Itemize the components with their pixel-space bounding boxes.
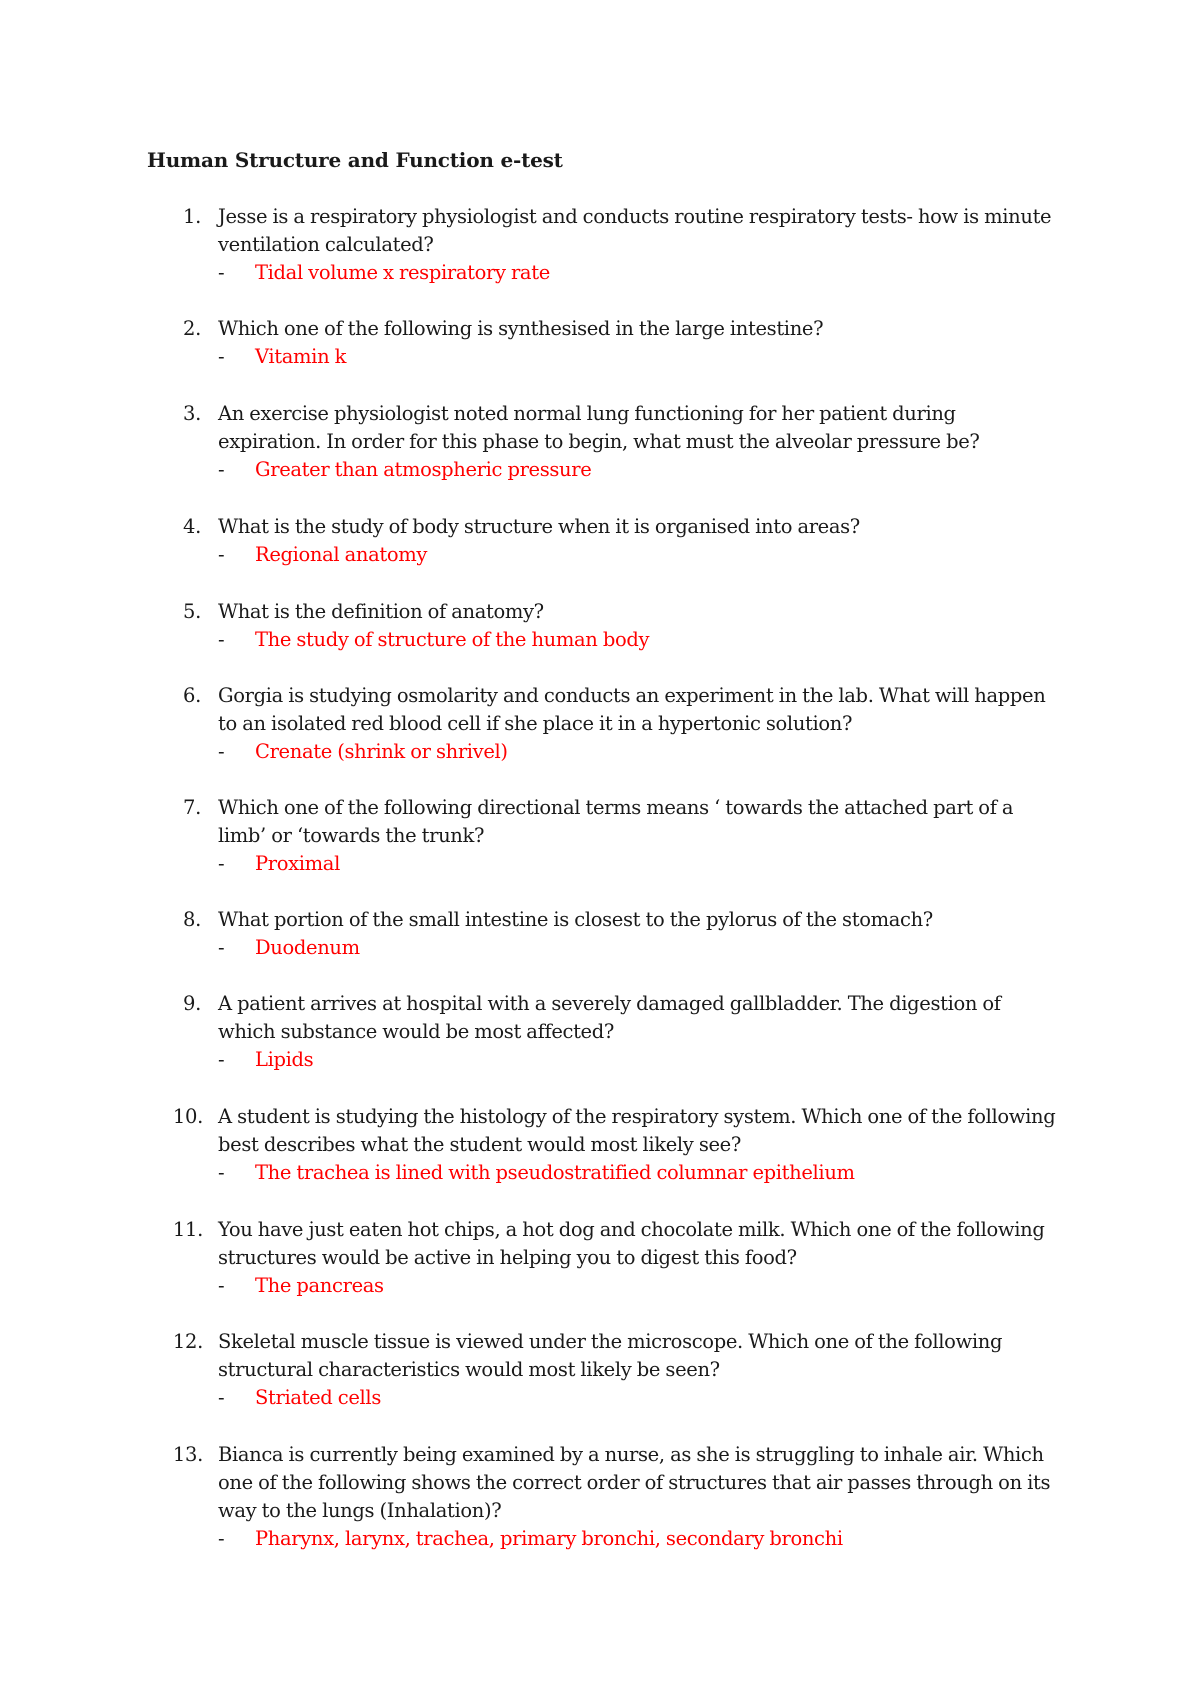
question-number: 9. — [183, 992, 202, 1015]
answer-text: The trachea is lined with pseudostratified columnar epithelium — [255, 1161, 855, 1184]
answer-text: The study of structure of the human body — [255, 628, 650, 651]
answer-dash: - — [218, 543, 225, 566]
question-text: A student is studying the histology of the respiratory system. Which one of the following best describes what the student would most likely see? — [218, 1105, 1056, 1156]
question-number: 2. — [183, 317, 202, 340]
question-number: 8. — [183, 908, 202, 931]
question-number: 13. — [172, 1443, 203, 1466]
answer-dash: - — [218, 852, 225, 875]
question-text: Skeletal muscle tissue is viewed under the microscope. Which one of the following structural characteristics would most likely be seen? — [218, 1330, 1003, 1381]
question-number: 10. — [172, 1105, 203, 1128]
question-text: Bianca is currently being examined by a nurse, as she is struggling to inhale air. Which one of the following shows the correct order of structures that air passes through on its way to the lungs (Inhalation)? — [218, 1443, 1051, 1522]
answer-dash: - — [218, 1527, 225, 1550]
answer-text: Tidal volume x respiratory rate — [255, 261, 550, 284]
answer-text: Pharynx, larynx, trachea, primary bronchi, secondary bronchi — [255, 1527, 843, 1550]
question-number: 4. — [183, 515, 202, 538]
answer-dash: - — [218, 936, 225, 959]
question-number: 3. — [183, 402, 202, 425]
question-number: 7. — [183, 796, 202, 819]
answer-text: Crenate (shrink or shrivel) — [255, 740, 508, 763]
question-text: You have just eaten hot chips, a hot dog and chocolate milk. Which one of the following structures would be active in helping you to digest this food? — [218, 1218, 1045, 1269]
answer-text: Regional anatomy — [255, 543, 428, 566]
answer-text: The pancreas — [255, 1274, 384, 1297]
question-text: An exercise physiologist noted normal lung functioning for her patient during expiration. In order for this phase to begin, what must the alveolar pressure be? — [218, 402, 980, 453]
question-number: 1. — [183, 205, 202, 228]
document-title: Human Structure and Function e-test — [147, 148, 563, 172]
question-text: Which one of the following is synthesised in the large intestine? — [218, 317, 824, 340]
answer-dash: - — [218, 740, 225, 763]
question-text: Gorgia is studying osmolarity and conducts an experiment in the lab. What will happen to an isolated red blood cell if she place it in a hypertonic solution? — [218, 684, 1046, 735]
question-text: What is the study of body structure when it is organised into areas? — [218, 515, 860, 538]
question-text: What is the definition of anatomy? — [218, 600, 544, 623]
question-number: 6. — [183, 684, 202, 707]
answer-dash: - — [218, 628, 225, 651]
question-text: Jesse is a respiratory physiologist and conducts routine respiratory tests- how is minute ventilation calculated? — [218, 205, 1052, 256]
answer-text: Greater than atmospheric pressure — [255, 458, 592, 481]
answer-text: Proximal — [255, 852, 340, 875]
question-number: 11. — [172, 1218, 203, 1241]
question-number: 5. — [183, 600, 202, 623]
answer-dash: - — [218, 345, 225, 368]
answer-text: Lipids — [255, 1048, 314, 1071]
answer-dash: - — [218, 1386, 225, 1409]
answer-dash: - — [218, 1274, 225, 1297]
answer-dash: - — [218, 1161, 225, 1184]
answer-dash: - — [218, 261, 225, 284]
question-text: What portion of the small intestine is closest to the pylorus of the stomach? — [218, 908, 933, 931]
question-text: Which one of the following directional terms means ‘ towards the attached part of a limb’ or ‘towards the trunk? — [218, 796, 1014, 847]
answer-text: Vitamin k — [255, 345, 347, 368]
answer-dash: - — [218, 1048, 225, 1071]
answer-text: Striated cells — [255, 1386, 381, 1409]
answer-text: Duodenum — [255, 936, 360, 959]
question-number: 12. — [172, 1330, 203, 1353]
answer-dash: - — [218, 458, 225, 481]
question-text: A patient arrives at hospital with a severely damaged gallbladder. The digestion of which substance would be most affected? — [218, 992, 1001, 1043]
